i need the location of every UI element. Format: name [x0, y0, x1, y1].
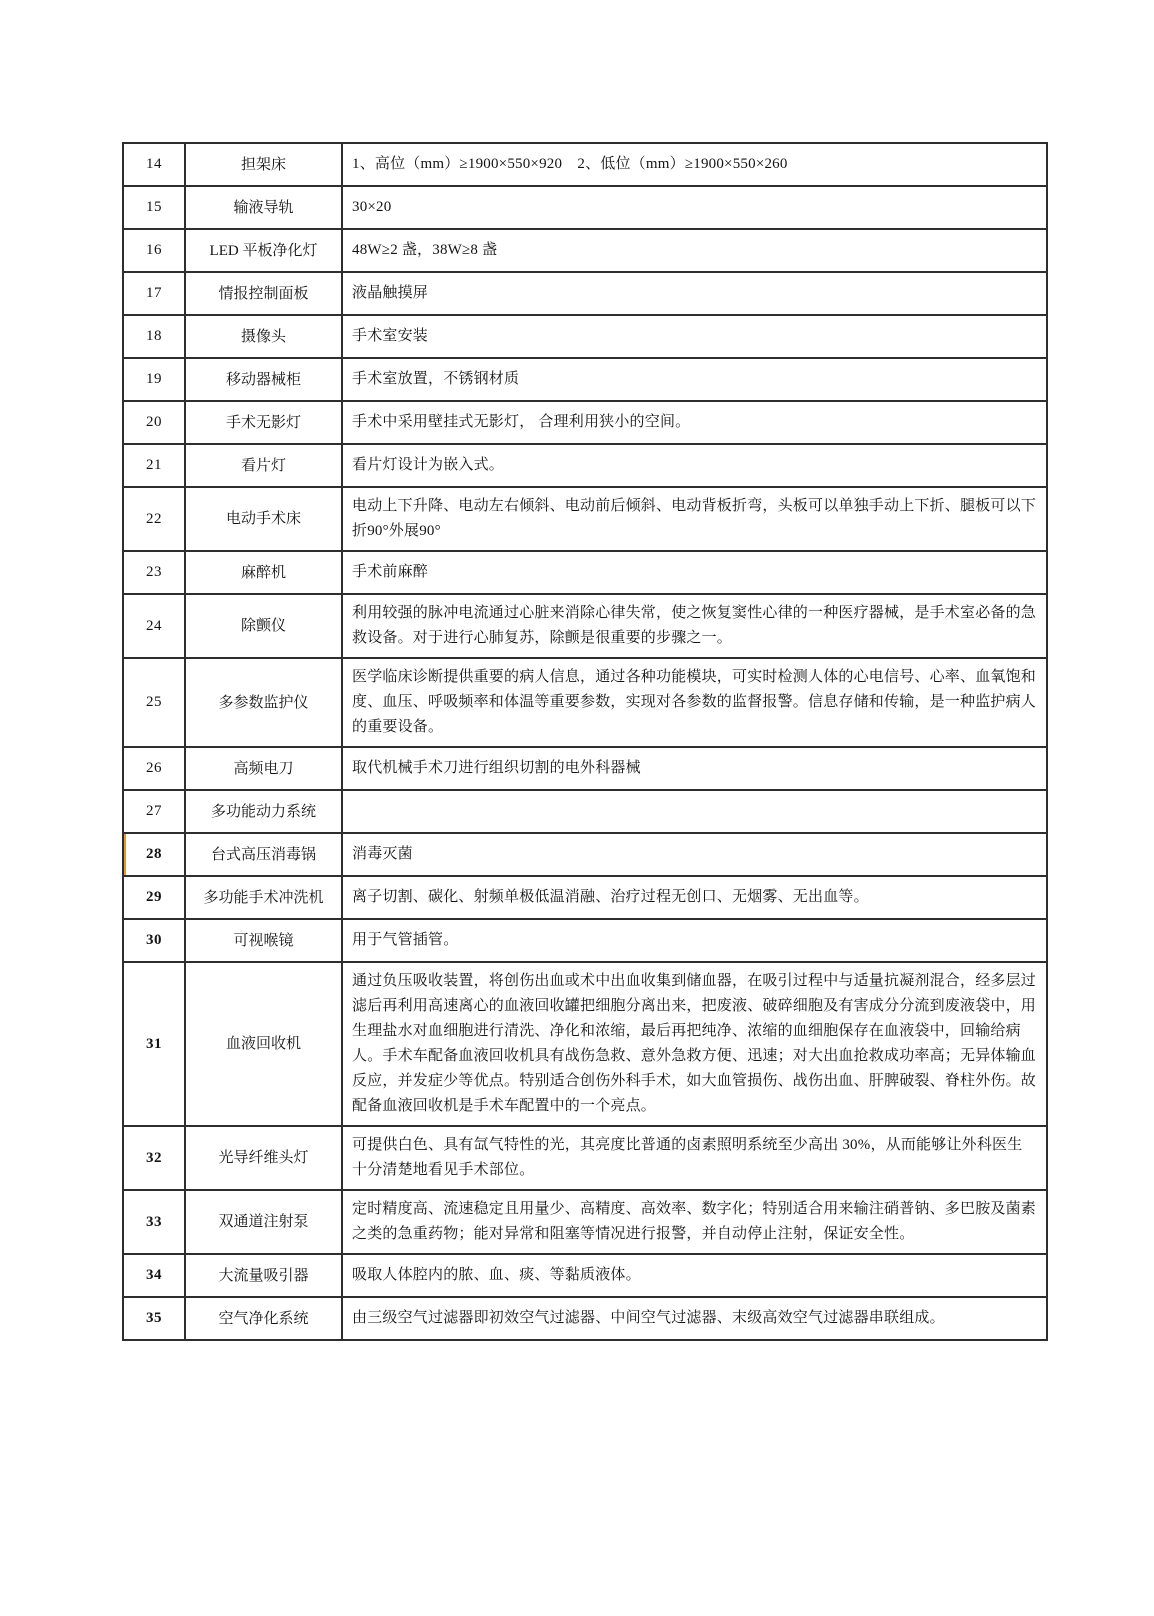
- equipment-desc-cell: 手术室放置，不锈钢材质: [342, 358, 1047, 401]
- table-row: [123, 401, 1047, 444]
- equipment-name-cell: 情报控制面板: [185, 272, 342, 315]
- row-number-cell: 22: [123, 487, 185, 551]
- equipment-desc-cell: 液晶触摸屏: [342, 272, 1047, 315]
- row-number-cell: 14: [123, 143, 185, 186]
- table-row: [123, 229, 1047, 272]
- equipment-name-cell: 除颤仪: [185, 594, 342, 658]
- equipment-name-cell: 手术无影灯: [185, 401, 342, 444]
- equipment-desc-cell: 手术室安装: [342, 315, 1047, 358]
- row-number-cell: 33: [123, 1190, 185, 1254]
- equipment-name-cell: 光导纤维头灯: [185, 1126, 342, 1190]
- equipment-table-body: [123, 143, 1047, 1340]
- row-number-cell: 26: [123, 747, 185, 790]
- row-number-cell: 27: [123, 790, 185, 833]
- equipment-name-cell: 移动器械柜: [185, 358, 342, 401]
- equipment-name-cell: 担架床: [185, 143, 342, 186]
- equipment-spec-table: [122, 142, 1048, 1341]
- row-number-cell: 34: [123, 1254, 185, 1297]
- row-number-cell: 29: [123, 876, 185, 919]
- equipment-name-cell: 双通道注射泵: [185, 1190, 342, 1254]
- row-number-cell: 30: [123, 919, 185, 962]
- equipment-desc-cell: 由三级空气过滤器即初效空气过滤器、中间空气过滤器、末级高效空气过滤器串联组成。: [342, 1297, 1047, 1340]
- equipment-name-cell: 台式高压消毒锅: [185, 833, 342, 876]
- equipment-desc-cell: 利用较强的脉冲电流通过心脏来消除心律失常，使之恢复窦性心律的一种医疗器械，是手术室必备的急救设备。对于进行心肺复苏，除颤是很重要的步骤之一。: [342, 594, 1047, 658]
- equipment-desc-cell: 30×20: [342, 186, 1047, 229]
- equipment-name-cell: 多功能动力系统: [185, 790, 342, 833]
- equipment-desc-cell: 吸取人体腔内的脓、血、痰、等黏质液体。: [342, 1254, 1047, 1297]
- equipment-desc-cell: 消毒灭菌: [342, 833, 1047, 876]
- equipment-name-cell: 摄像头: [185, 315, 342, 358]
- equipment-desc-cell: 电动上下升降、电动左右倾斜、电动前后倾斜、电动背板折弯，头板可以单独手动上下折、腿板可以下折90°外展90°: [342, 487, 1047, 551]
- equipment-desc-cell: 取代机械手术刀进行组织切割的电外科器械: [342, 747, 1047, 790]
- equipment-name-cell: LED 平板净化灯: [185, 229, 342, 272]
- equipment-name-cell: 可视喉镜: [185, 919, 342, 962]
- equipment-desc-cell: 看片灯设计为嵌入式。: [342, 444, 1047, 487]
- table-row: [123, 551, 1047, 594]
- table-row: [123, 1254, 1047, 1297]
- table-row: [123, 1126, 1047, 1190]
- equipment-desc-cell: 1、高位（mm）≥1900×550×920 2、低位（mm）≥1900×550×260: [342, 143, 1047, 186]
- equipment-name-cell: 电动手术床: [185, 487, 342, 551]
- table-row: [123, 487, 1047, 551]
- equipment-desc-cell: 定时精度高、流速稳定且用量少、高精度、高效率、数字化；特别适合用来输注硝普钠、多巴胺及菌素之类的急重药物；能对异常和阻塞等情况进行报警，并自动停止注射，保证安全性。: [342, 1190, 1047, 1254]
- equipment-name-cell: 多功能手术冲洗机: [185, 876, 342, 919]
- row-number-cell: 19: [123, 358, 185, 401]
- table-row: [123, 962, 1047, 1126]
- table-row: [123, 1297, 1047, 1340]
- table-row: [123, 876, 1047, 919]
- equipment-name-cell: 麻醉机: [185, 551, 342, 594]
- table-row: [123, 790, 1047, 833]
- row-number-cell: 35: [123, 1297, 185, 1340]
- equipment-desc-cell: [342, 790, 1047, 833]
- table-row: [123, 272, 1047, 315]
- equipment-desc-cell: 通过负压吸收装置，将创伤出血或术中出血收集到储血器，在吸引过程中与适量抗凝剂混合，经多层过滤后再利用高速离心的血液回收罐把细胞分离出来，把废液、破碎细胞及有害成分分流到废液袋中，用生理盐水对血细胞进行清洗、净化和浓缩，最后再把纯净、浓缩的血细胞保存在血液袋中，回输给病人。手术车配备血液回收机具有战伤急救、意外急救方便、迅速；对大出血抢救成功率高；无异体输血反应，并发症少等优点。特别适合创伤外科手术，如大血管损伤、战伤出血、肝脾破裂、脊柱外伤。故配备血液回收机是手术车配置中的一个亮点。: [342, 962, 1047, 1126]
- table-row: [123, 358, 1047, 401]
- row-number-cell: 15: [123, 186, 185, 229]
- table-row: [123, 747, 1047, 790]
- equipment-desc-cell: 离子切割、碳化、射频单极低温消融、治疗过程无创口、无烟雾、无出血等。: [342, 876, 1047, 919]
- row-number-cell: 18: [123, 315, 185, 358]
- table-row: [123, 1190, 1047, 1254]
- table-row: [123, 315, 1047, 358]
- table-row: [123, 444, 1047, 487]
- table-row: [123, 658, 1047, 747]
- row-number-cell: 25: [123, 658, 185, 747]
- row-number-cell: 21: [123, 444, 185, 487]
- row-number-cell: 28: [123, 833, 185, 876]
- equipment-name-cell: 看片灯: [185, 444, 342, 487]
- row-number-cell: 32: [123, 1126, 185, 1190]
- table-row: [123, 186, 1047, 229]
- equipment-name-cell: 高频电刀: [185, 747, 342, 790]
- row-number-cell: 24: [123, 594, 185, 658]
- row-number-cell: 17: [123, 272, 185, 315]
- row-number-cell: 23: [123, 551, 185, 594]
- equipment-name-cell: 空气净化系统: [185, 1297, 342, 1340]
- row-number-cell: 16: [123, 229, 185, 272]
- equipment-desc-cell: 用于气管插管。: [342, 919, 1047, 962]
- equipment-name-cell: 大流量吸引器: [185, 1254, 342, 1297]
- equipment-desc-cell: 手术前麻醉: [342, 551, 1047, 594]
- equipment-name-cell: 多参数监护仪: [185, 658, 342, 747]
- equipment-desc-cell: 48W≥2 盏，38W≥8 盏: [342, 229, 1047, 272]
- row-number-cell: 20: [123, 401, 185, 444]
- table-row: [123, 833, 1047, 876]
- equipment-name-cell: 血液回收机: [185, 962, 342, 1126]
- equipment-name-cell: 输液导轨: [185, 186, 342, 229]
- equipment-desc-cell: 可提供白色、具有氙气特性的光，其亮度比普通的卤素照明系统至少高出 30%，从而能够让外科医生十分清楚地看见手术部位。: [342, 1126, 1047, 1190]
- table-row: [123, 919, 1047, 962]
- row-number-cell: 31: [123, 962, 185, 1126]
- table-row: [123, 594, 1047, 658]
- table-row: [123, 143, 1047, 186]
- equipment-desc-cell: 手术中采用壁挂式无影灯， 合理利用狭小的空间。: [342, 401, 1047, 444]
- equipment-desc-cell: 医学临床诊断提供重要的病人信息，通过各种功能模块，可实时检测人体的心电信号、心率、血氧饱和度、血压、呼吸频率和体温等重要参数，实现对各参数的监督报警。信息存储和传输，是一种监护病人的重要设备。: [342, 658, 1047, 747]
